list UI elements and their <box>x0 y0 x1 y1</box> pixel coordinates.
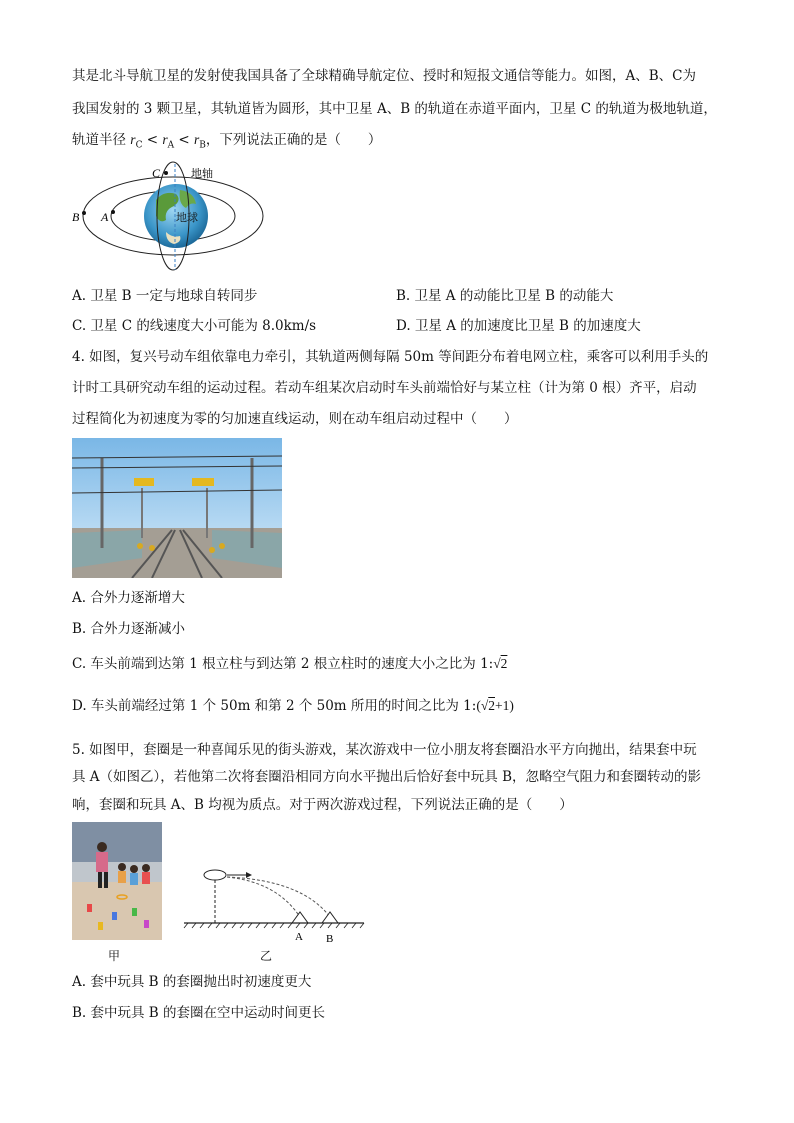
q5-stem-line2: 具 A（如图乙），若他第二次将套圈沿相同方向水平抛出后恰好套中玩具 B，忽略空气阻力和套圈转动的影 <box>72 769 702 785</box>
q4-stem-line2: 计时工具研究动车组的运动过程。若动车组某次启动时车头前端恰好与某立柱（计为第 0 根）齐平，启动 <box>72 380 697 396</box>
train-track-photo <box>72 438 282 578</box>
toy-a-label: A <box>295 931 303 943</box>
q3-option-b[interactable]: B. 卫星 A 的动能比卫星 B 的动能大 <box>396 288 614 304</box>
q3-stem-line2: 我国发射的 3 颗卫星，其轨道皆为圆形，其中卫星 A、B 的轨道在赤道平面内，卫星 C 的轨道为极地轨道， <box>72 101 717 117</box>
earth-axis-label: 地轴 <box>191 167 213 180</box>
q3-option-a[interactable]: A. 卫星 B 一定与地球自转同步 <box>72 288 258 304</box>
toy-b-label: B <box>326 933 334 945</box>
q4-option-a[interactable]: A. 合外力逐渐增大 <box>72 590 185 606</box>
satellite-orbit-figure <box>70 160 270 272</box>
q4-option-d[interactable]: D. 车头前端经过第 1 个 50m 和第 2 个 50m 所用的时间之比为 1:(√2+1) <box>72 698 514 714</box>
q4-stem-line3: 过程简化为初速度为零的匀加速直线运动，则在动车组启动过程中（ ） <box>72 411 518 427</box>
q5-stem-line3: 响，套圈和玩具 A、B 均视为质点。对于两次游戏过程，下列说法正确的是（ ） <box>72 797 573 813</box>
ring-toss-photo <box>72 822 162 940</box>
q3-stem-line3: 轨道半径 $r_C < r_A < r_B$，下列说法正确的是（ ） <box>72 132 382 151</box>
q4-option-b[interactable]: B. 合外力逐渐减小 <box>72 621 186 637</box>
caption-yi: 乙 <box>260 949 273 963</box>
ring-throw-diagram <box>182 860 372 948</box>
q4-option-c[interactable]: C. 车头前端到达第 1 根立柱与到达第 2 根立柱时的速度大小之比为 1:√2 <box>72 656 508 672</box>
label-b: B <box>72 210 80 224</box>
q3-option-c[interactable]: C. 卫星 C 的线速度大小可能为 8.0km/s <box>72 318 317 334</box>
q5-stem-line1: 5. 如图甲，套圈是一种喜闻乐见的街头游戏，某次游戏中一位小朋友将套圈沿水平方向抛出，结果套中玩 <box>72 742 697 758</box>
q5-option-b[interactable]: B. 套中玩具 B 的套圈在空中运动时间更长 <box>72 1005 326 1021</box>
q3-option-d[interactable]: D. 卫星 A 的加速度比卫星 B 的加速度大 <box>396 318 641 334</box>
label-a: A <box>101 210 109 224</box>
caption-jia: 甲 <box>108 949 121 963</box>
q3-stem-line1: 其是北斗导航卫星的发射使我国具备了全球精确导航定位、授时和短报文通信等能力。如图，A、B、C为 <box>72 68 696 84</box>
q5-option-a[interactable]: A. 套中玩具 B 的套圈抛出时初速度更大 <box>72 974 312 990</box>
label-c: C <box>152 166 161 180</box>
q4-stem-line1: 4. 如图，复兴号动车组依靠电力牵引，其轨道两侧每隔 50m 等间距分布着电网立柱，乘客可以利用手头的 <box>72 349 709 365</box>
earth-label: 地球 <box>176 211 198 224</box>
